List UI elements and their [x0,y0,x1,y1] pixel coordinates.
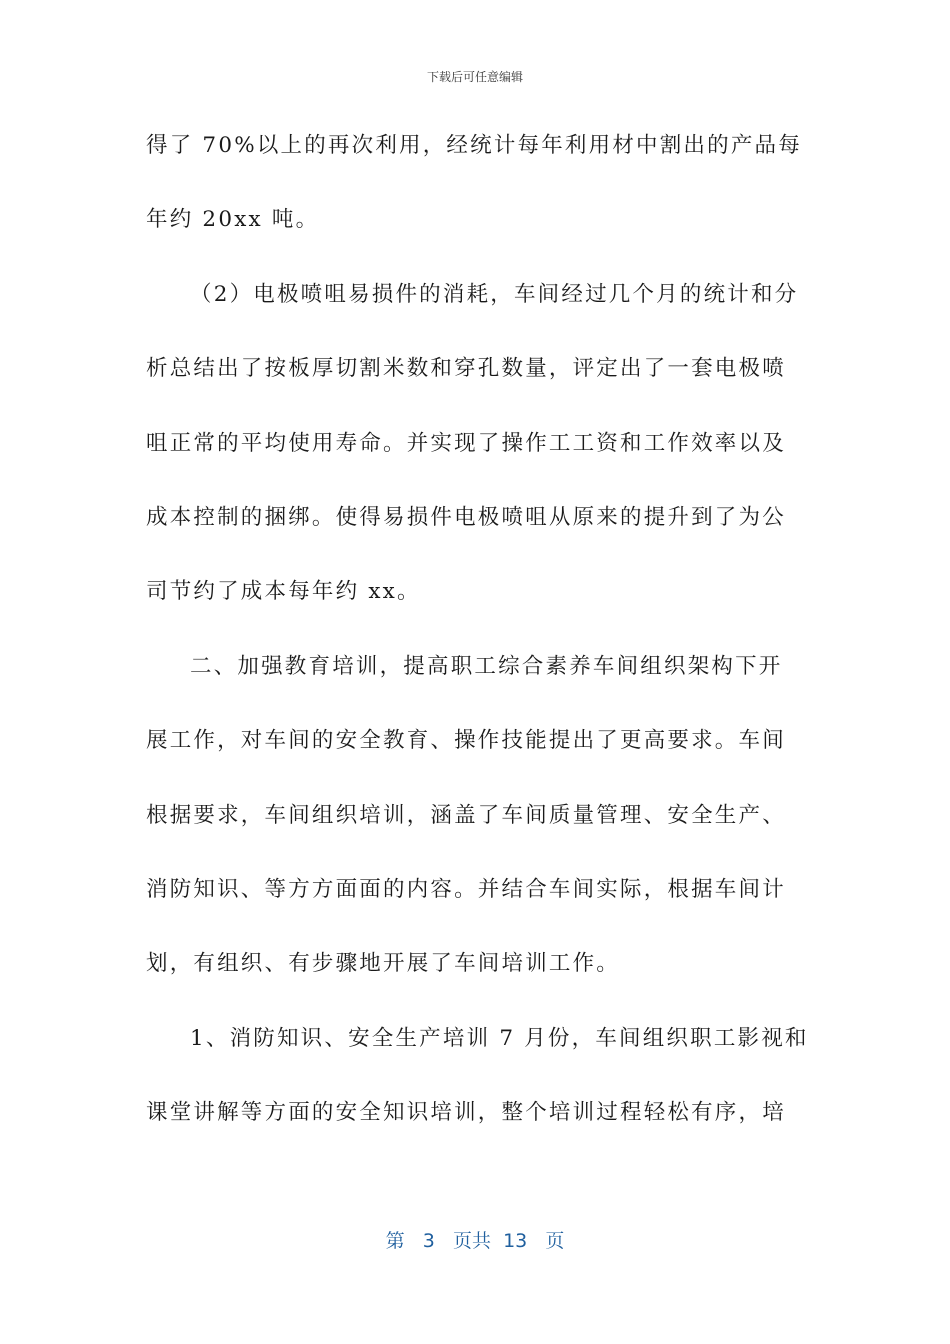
text-line: 年约 20xx 吨。 [146,207,320,233]
text-line: 根据要求，车间组织培训，涵盖了车间质量管理、安全生产、 [146,802,786,828]
text-line: 成本控制的捆绑。使得易损件电极喷咀从原来的提升到了为公 [146,504,786,530]
text-line: 司节约了成本每年约 xx。 [146,579,421,605]
text-line: 咀正常的平均使用寿命。并实现了操作工工资和工作效率以及 [146,430,786,456]
footer-label-page: 第 [385,1230,405,1252]
text-line: 析总结出了按板厚切割米数和穿孔数量，评定出了一套电极喷 [146,356,786,382]
text-line: 消防知识、等方方面面的内容。并结合车间实际，根据车间计 [146,876,786,902]
paragraph-start-line: （2）电极喷咀易损件的消耗，车间经过几个月的统计和分 [190,281,799,307]
footer-label-end: 页 [545,1230,565,1252]
text-line: 展工作，对车间的安全教育、操作技能提出了更高要求。车间 [146,728,786,754]
footer-total-pages: 13 [503,1230,528,1252]
footer-current-page: 3 [422,1230,435,1252]
paragraph-start-line: 1、消防知识、安全生产培训 7 月份，车间组织职工影视和 [190,1025,809,1051]
document-body [146,126,809,1167]
footer-label-of: 页共 [452,1230,491,1252]
text-line: 划，有组织、有步骤地开展了车间培训工作。 [146,951,621,977]
text-line: 得了 70%以上的再次利用，经统计每年利用材中割出的产品每 [146,133,802,158]
header-note: 下载后可任意编辑 [426,70,523,84]
page-footer [0,1226,950,1253]
text-line: 课堂讲解等方面的安全知识培训，整个培训过程轻松有序，培 [146,1100,786,1126]
paragraph-start-line: 二、加强教育培训，提高职工综合素养车间组织架构下开 [190,653,783,679]
